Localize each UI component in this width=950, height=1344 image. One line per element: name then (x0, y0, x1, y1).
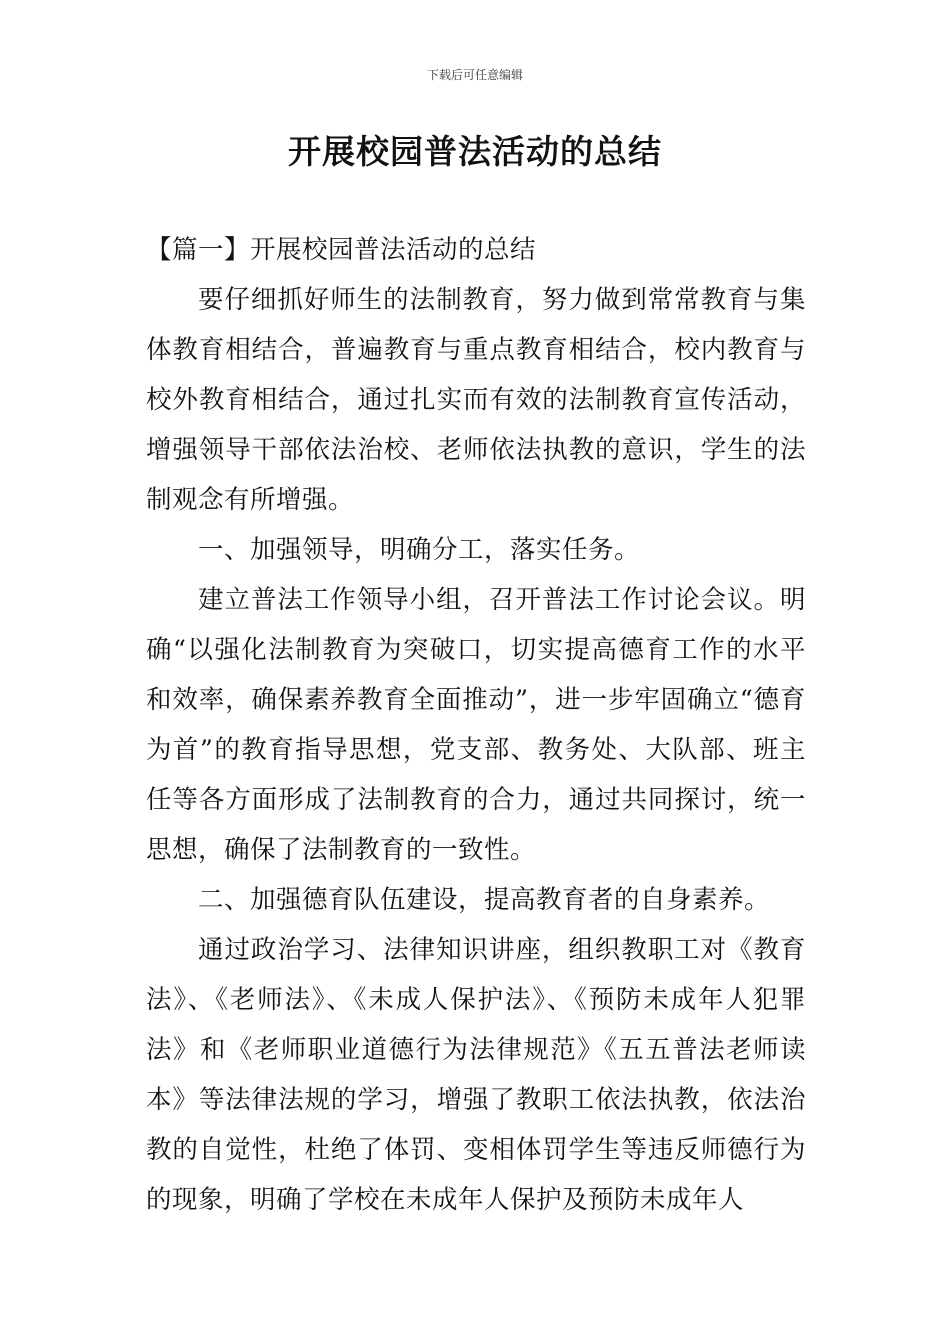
paragraph-intro: 要仔细抓好师生的法制教育，努力做到常常教育与集体教育相结合，普遍教育与重点教育相结合，校内教育与校外教育相结合，通过扎实而有效的法制教育宣传活动，增强领导干部依法治校、老师依法执教的意识，学生的法制观念有所增强。 (146, 285, 806, 515)
document-body (146, 225, 806, 1225)
heading-point-one: 一、加强领导，明确分工，落实任务。 (198, 535, 641, 565)
heading-point-two: 二、加强德育队伍建设，提高教育者的自身素养。 (198, 885, 771, 915)
header-note: 下载后可任意编辑 (426, 68, 523, 82)
paragraph-point-two: 通过政治学习、法律知识讲座，组织教职工对《教育法》、《老师法》、《未成人保护法》、《预防未成年人犯罪法》和《老师职业道德行为法律规范》《五五普法老师读本》等法律法规的学习，增强了教职工依法执教，依法治教的自觉性，杜绝了体罚、变相体罚学生等违反师德行为的现象，明确了学校在未成年人保护及预防未成年人 (146, 935, 806, 1215)
document-title: 开展校园普法活动的总结 (288, 132, 662, 171)
paragraph-point-one: 建立普法工作领导小组，召开普法工作讨论会议。明确“以强化法制教育为突破口，切实提高德育工作的水平和效率，确保素养教育全面推动”，进一步牢固确立“德育为首”的教育指导思想，党支部、教务处、大队部、班主任等各方面形成了法制教育的合力，通过共同探讨，统一思想，确保了法制教育的一致性。 (146, 585, 806, 865)
section-heading: 【篇一】开展校园普法活动的总结 (146, 235, 537, 265)
